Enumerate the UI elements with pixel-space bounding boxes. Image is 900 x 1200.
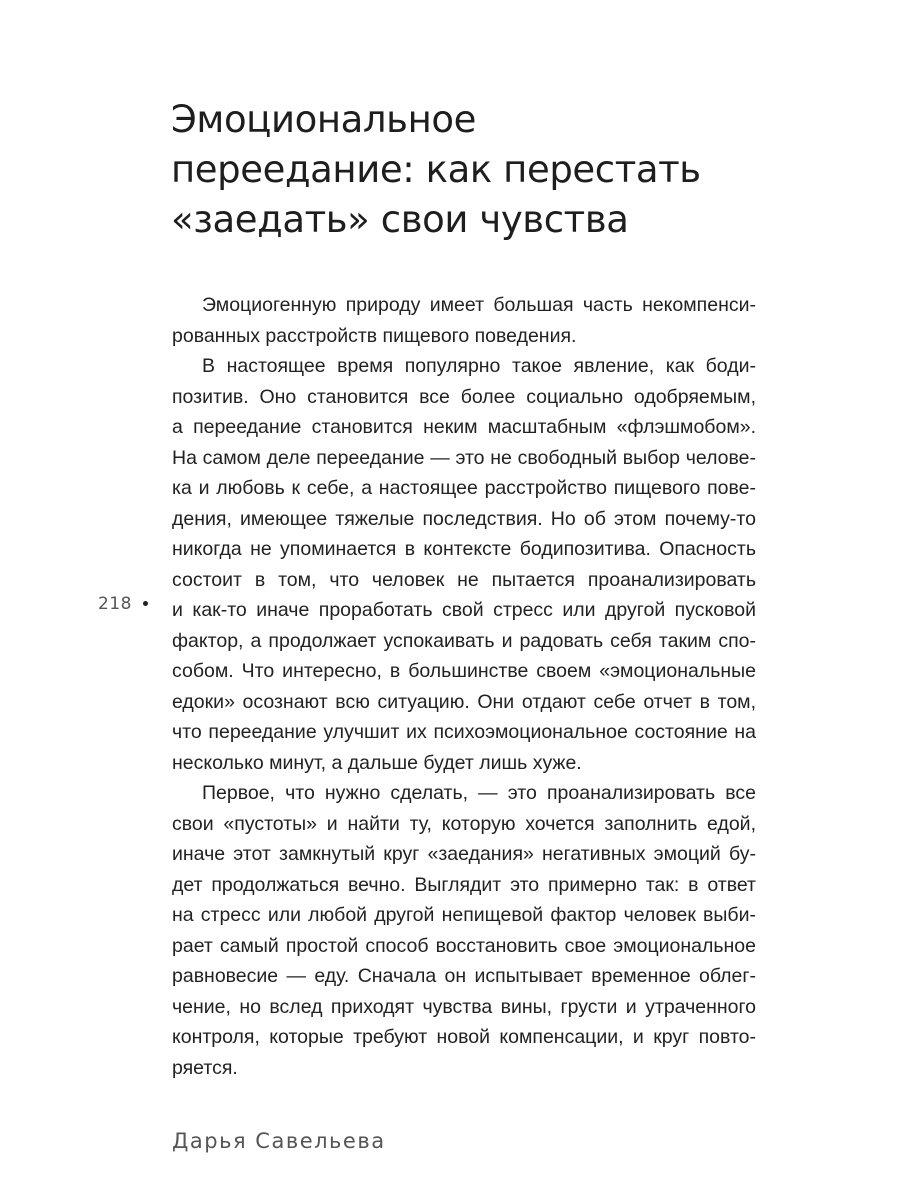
text-line: ка и любовь к себе, а настоящее расстройство пищевого пове- [172,477,756,499]
chapter-title-line: Эмоциональное [171,98,476,141]
text-line: Эмоциогенную природу имеет большая часть некомпенси- [202,294,756,316]
paragraph [172,778,756,1083]
text-line: фактор, а продолжает успокаивать и радовать себя таким спо- [172,629,756,652]
text-line: чение, но вслед приходят чувства вины, грусти и утраченного [172,995,756,1018]
running-footer-author: Дарья Савельева [172,1129,386,1153]
text-line: равновесие — еду. Сначала он испытывает временное облег- [172,965,756,987]
text-line: Первое, что нужно сделать, — это проанализировать все [202,782,756,804]
chapter-title-line: «заедать» свои чувства [171,198,629,241]
text-line: собом. Что интересно, в большинстве своем «эмоциональные [172,660,756,682]
text-line: что переедание улучшит их психоэмоциональное состояние на [172,721,756,743]
text-line: дения, имеющее тяжелые последствия. Но об этом почему-то [172,507,756,530]
text-line: рает самый простой способ восстановить свое эмоциональное [172,934,756,957]
text-line: на стресс или любой другой непищевой фактор человек выби- [172,904,756,926]
text-line: иначе этот замкнутый круг «заедания» негативных эмоций бу- [172,843,756,865]
text-line: несколько минут, а дальше будет лишь хуже. [172,751,582,774]
paragraph [172,290,756,351]
text-line: состоит в том, что человек не пытается проанализировать [172,568,756,591]
text-line: дет продолжаться вечно. Выглядит это примерно так: в ответ [172,873,756,896]
page-number: 218 [98,594,132,614]
text-line: На самом деле переедание — это не свободный выбор челове- [172,446,756,469]
text-line: а переедание становится неким масштабным «флэшмобом». [172,416,756,438]
text-line: едоки» осознают всю ситуацию. Они отдают себе отчет в том, [172,690,756,713]
bullet-dot-icon [143,601,148,606]
text-line: контроля, которые требуют новой компенсации, и круг повто- [172,1026,756,1048]
chapter-title-line: переедание: как перестать [171,148,701,191]
text-line: В настоящее время популярно такое явление, как боди- [202,355,756,377]
text-line: ряется. [172,1056,238,1079]
text-line: позитив. Оно становится все более социально одобряемым, [172,385,756,408]
text-line: никогда не упоминается в контексте бодипозитива. Опасность [172,538,756,560]
text-line: свои «пустоты» и найти ту, которую хочется заполнить едой, [172,812,756,835]
chapter-title [171,95,811,245]
text-line: рованных расстройств пищевого поведения. [172,324,577,347]
paragraph [172,351,756,778]
body-text [172,290,756,1083]
text-line: и как-то иначе проработать свой стресс или другой пусковой [172,599,756,621]
